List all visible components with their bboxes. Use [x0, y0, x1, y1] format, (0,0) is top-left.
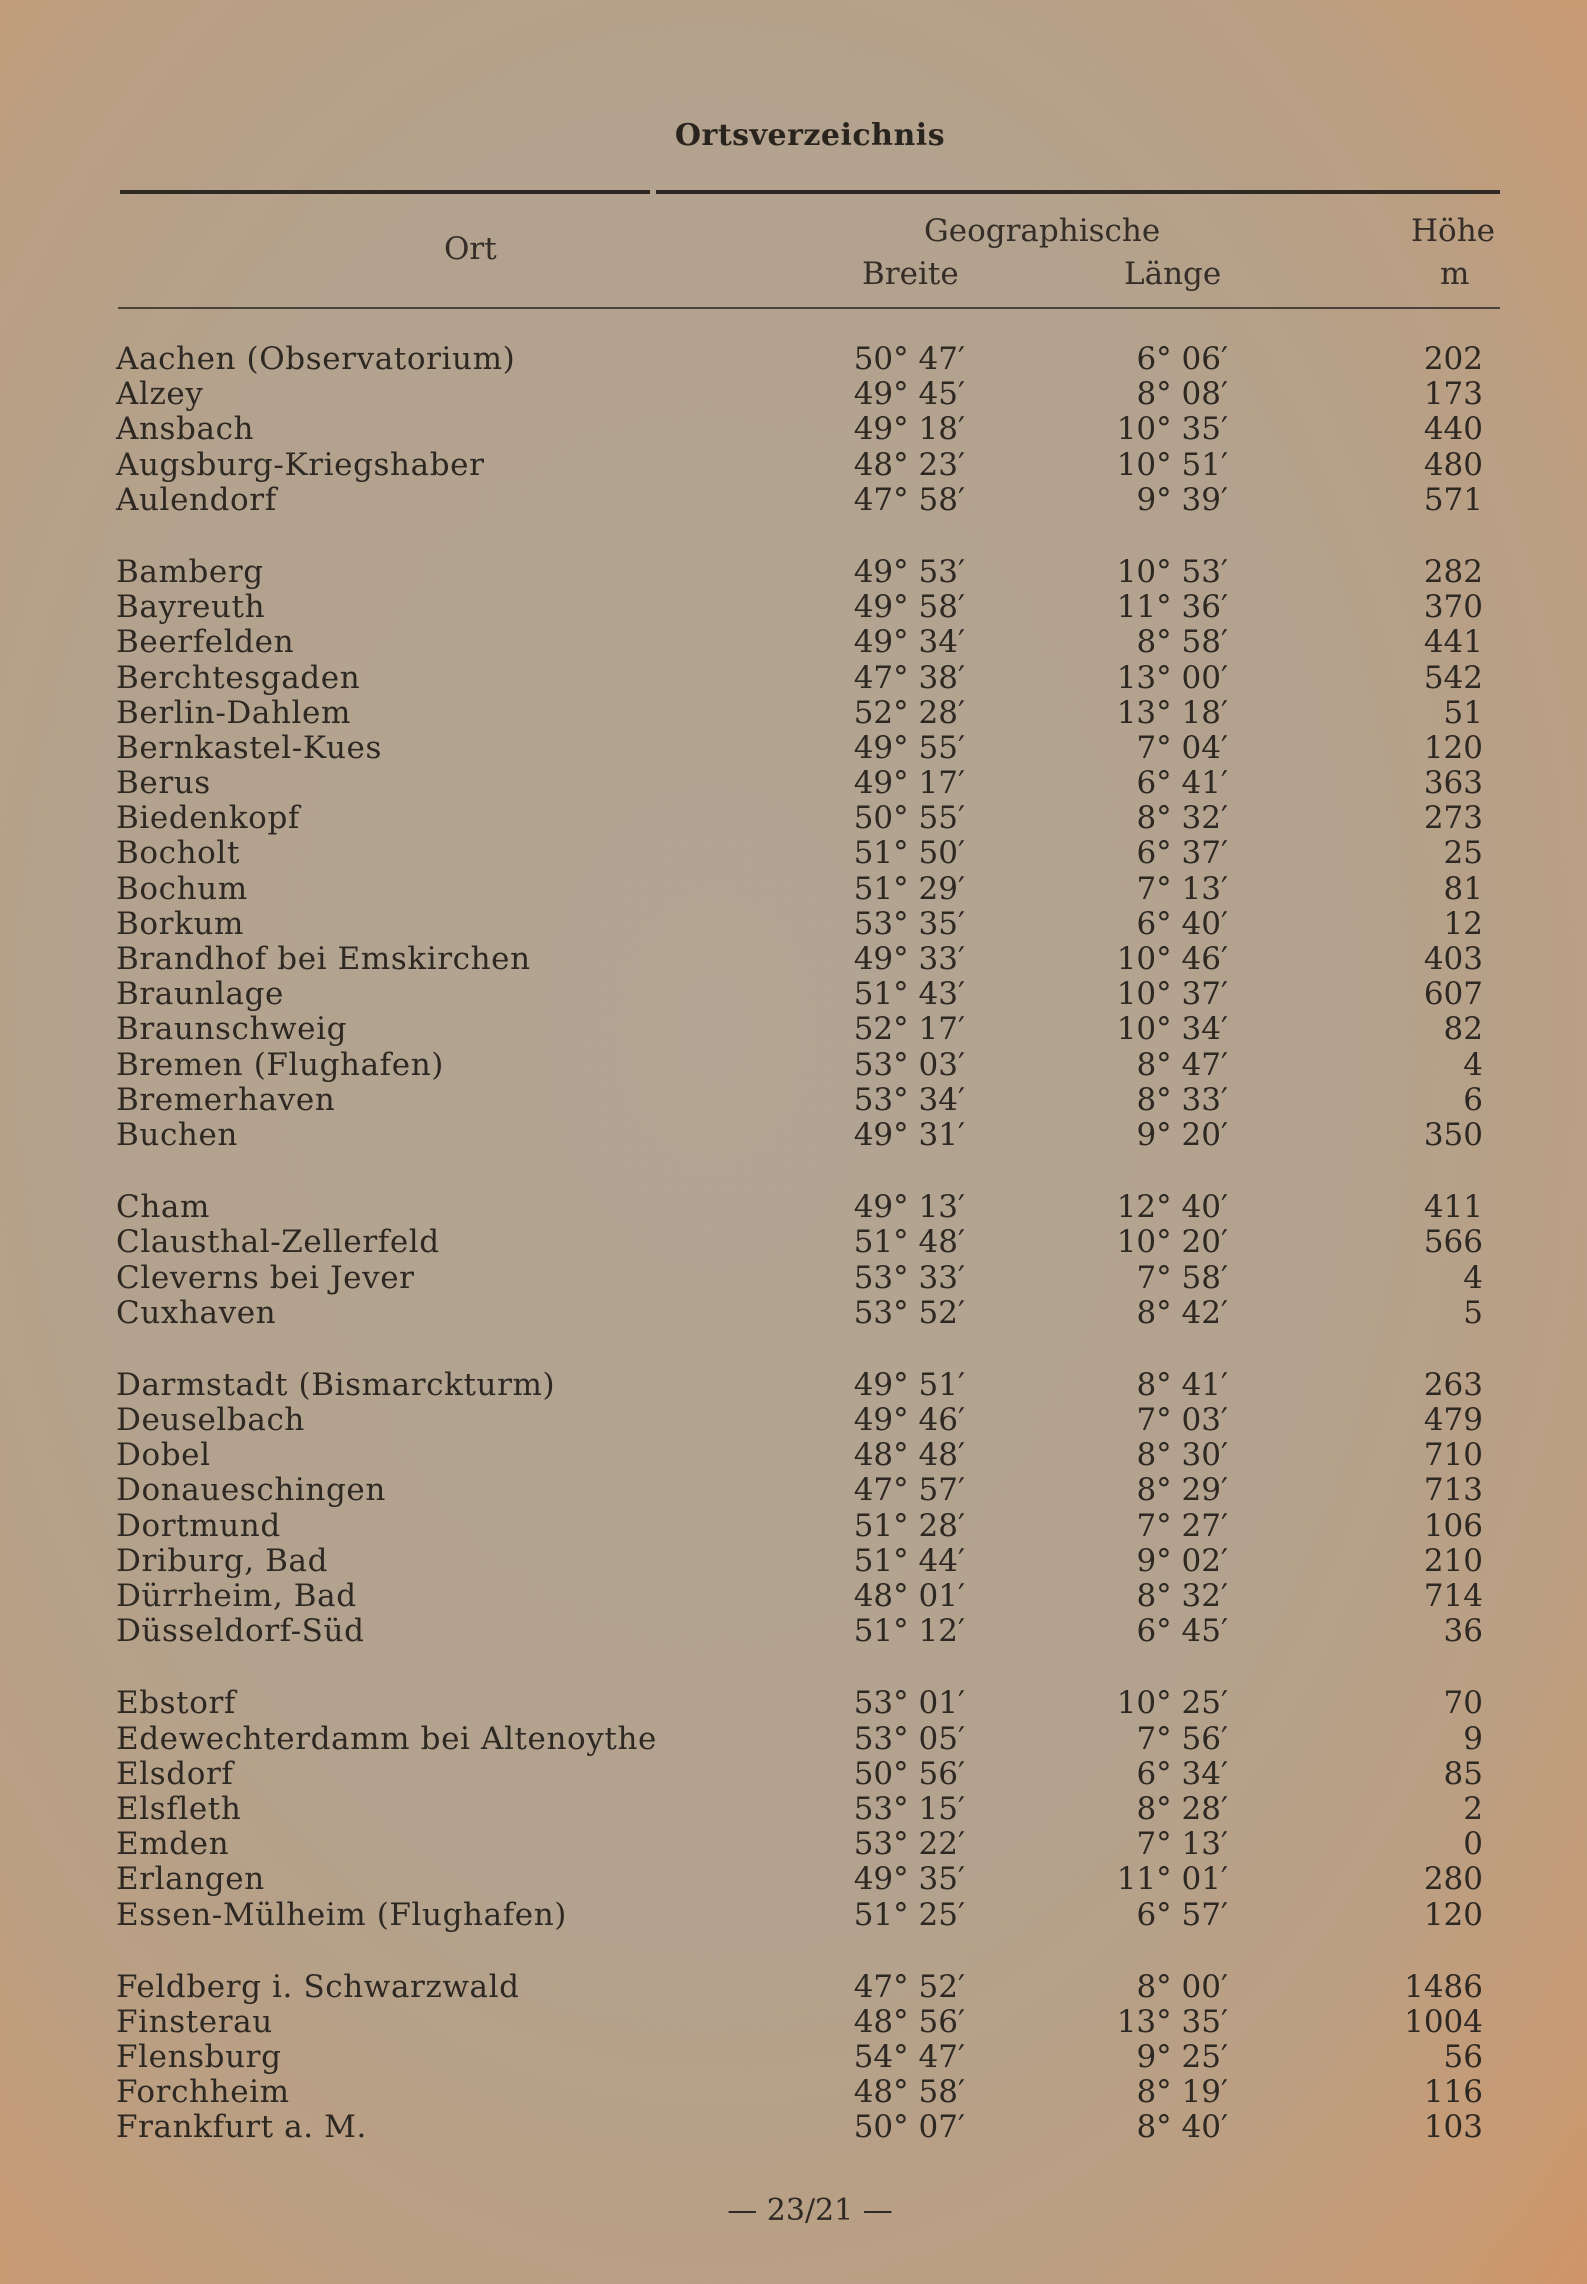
table-row — [0, 801, 1587, 836]
cell-laenge: 8° 30′ — [1136, 1437, 1228, 1474]
cell-laenge: 8° 42′ — [1136, 1294, 1228, 1331]
cell-ort: Bremerhaven — [116, 1081, 336, 1118]
cell-breite: 53° 15′ — [853, 1790, 965, 1827]
cell-hoehe: 82 — [1443, 1011, 1483, 1048]
table-row — [0, 2075, 1587, 2110]
cell-breite: 49° 53′ — [853, 553, 965, 590]
cell-breite: 53° 22′ — [853, 1826, 965, 1863]
cell-ort: Beerfelden — [116, 624, 295, 661]
cell-breite: 51° 29′ — [853, 870, 965, 907]
cell-hoehe: 56 — [1443, 2039, 1483, 2076]
cell-laenge: 7° 13′ — [1136, 870, 1228, 907]
cell-breite: 48° 58′ — [853, 2074, 965, 2111]
cell-ort: Berchtesgaden — [116, 659, 361, 696]
cell-laenge: 10° 37′ — [1116, 976, 1228, 1013]
cell-laenge: 9° 02′ — [1136, 1542, 1228, 1579]
cell-hoehe: 25 — [1443, 835, 1483, 872]
cell-laenge: 13° 18′ — [1116, 694, 1228, 731]
cell-hoehe: 2 — [1463, 1790, 1483, 1827]
cell-hoehe: 106 — [1423, 1507, 1483, 1544]
cell-hoehe: 403 — [1423, 941, 1483, 977]
cell-breite: 53° 05′ — [853, 1720, 965, 1757]
cell-hoehe: 479 — [1423, 1402, 1483, 1439]
cell-hoehe: 441 — [1423, 624, 1483, 661]
cell-breite: 49° 35′ — [853, 1861, 965, 1898]
cell-breite: 53° 33′ — [853, 1259, 965, 1296]
table-row — [0, 1862, 1587, 1897]
cell-laenge: 12° 40′ — [1116, 1189, 1228, 1226]
cell-laenge: 10° 53′ — [1116, 553, 1228, 590]
cell-ort: Edewechterdamm bei Altenoythe — [116, 1720, 657, 1757]
table-row — [0, 731, 1587, 766]
cell-laenge: 10° 46′ — [1116, 941, 1228, 977]
cell-breite: 53° 52′ — [853, 1294, 965, 1331]
cell-ort: Frankfurt a. M. — [116, 2109, 367, 2146]
cell-ort: Cleverns bei Jever — [116, 1259, 415, 1296]
cell-ort: Biedenkopf — [116, 800, 300, 837]
cell-ort: Borkum — [116, 905, 245, 942]
cell-ort: Feldberg i. Schwarzwald — [116, 1968, 520, 2005]
cell-breite: 53° 01′ — [853, 1685, 965, 1722]
cell-laenge: 11° 01′ — [1116, 1861, 1228, 1898]
cell-ort: Finsterau — [116, 2003, 273, 2040]
cell-hoehe: 85 — [1443, 1755, 1483, 1792]
cell-ort: Augsburg-Kriegshaber — [116, 446, 485, 483]
cell-ort: Darmstadt (Bismarckturm) — [116, 1366, 556, 1403]
cell-hoehe: 411 — [1423, 1189, 1483, 1226]
cell-hoehe: 1486 — [1404, 1968, 1483, 2005]
cell-hoehe: 566 — [1423, 1224, 1483, 1261]
cell-hoehe: 5 — [1463, 1294, 1483, 1331]
table-row — [0, 1473, 1587, 1508]
cell-ort: Erlangen — [116, 1861, 265, 1898]
cell-ort: Bayreuth — [116, 589, 266, 626]
table-row — [0, 1261, 1587, 1296]
table-row — [0, 1792, 1587, 1827]
cell-breite: 51° 28′ — [853, 1507, 965, 1544]
cell-hoehe: 9 — [1463, 1720, 1483, 1757]
cell-laenge: 6° 40′ — [1136, 905, 1228, 942]
cell-breite: 48° 48′ — [853, 1437, 965, 1474]
table-row — [0, 1296, 1587, 1331]
cell-hoehe: 607 — [1423, 976, 1483, 1013]
cell-hoehe: 480 — [1423, 446, 1483, 483]
cell-ort: Forchheim — [116, 2074, 290, 2111]
cell-laenge: 7° 27′ — [1136, 1507, 1228, 1544]
cell-breite: 49° 13′ — [853, 1189, 965, 1226]
cell-laenge: 10° 20′ — [1116, 1224, 1228, 1261]
cell-ort: Berlin-Dahlem — [116, 694, 351, 731]
cell-ort: Essen-Mülheim (Flughafen) — [116, 1896, 567, 1933]
cell-laenge: 8° 32′ — [1136, 800, 1228, 837]
cell-breite: 54° 47′ — [853, 2039, 965, 2076]
cell-breite: 47° 58′ — [853, 481, 965, 518]
cell-laenge: 9° 20′ — [1136, 1116, 1228, 1153]
cell-breite: 49° 17′ — [853, 765, 965, 802]
place-table — [0, 342, 1587, 2146]
cell-ort: Cuxhaven — [116, 1294, 277, 1331]
table-row — [0, 1438, 1587, 1473]
cell-breite: 51° 50′ — [853, 835, 965, 872]
cell-breite: 52° 17′ — [853, 1011, 965, 1048]
cell-ort: Braunlage — [116, 976, 284, 1013]
cell-ort: Bochum — [116, 870, 248, 907]
cell-laenge: 10° 51′ — [1116, 446, 1228, 483]
cell-laenge: 7° 58′ — [1136, 1259, 1228, 1296]
table-row — [0, 590, 1587, 625]
cell-ort: Elsdorf — [116, 1755, 234, 1792]
cell-hoehe: 81 — [1443, 870, 1483, 907]
cell-breite: 51° 48′ — [853, 1224, 965, 1261]
table-row — [0, 977, 1587, 1012]
table-row — [0, 1509, 1587, 1544]
cell-breite: 53° 34′ — [853, 1081, 965, 1118]
table-row — [0, 872, 1587, 907]
cell-breite: 49° 34′ — [853, 624, 965, 661]
cell-laenge: 7° 56′ — [1136, 1720, 1228, 1757]
table-row — [0, 1083, 1587, 1118]
cell-hoehe: 120 — [1423, 729, 1483, 766]
table-row — [0, 661, 1587, 696]
cell-laenge: 10° 25′ — [1116, 1685, 1228, 1722]
cell-breite: 48° 56′ — [853, 2003, 965, 2040]
column-header-breite: Breite — [862, 256, 959, 292]
cell-laenge: 8° 41′ — [1136, 1366, 1228, 1403]
table-row — [0, 1686, 1587, 1721]
cell-hoehe: 273 — [1423, 800, 1483, 837]
cell-ort: Düsseldorf-Süd — [116, 1613, 365, 1650]
cell-ort: Flensburg — [116, 2039, 282, 2076]
cell-laenge: 7° 03′ — [1136, 1402, 1228, 1439]
cell-hoehe: 370 — [1423, 589, 1483, 626]
cell-hoehe: 116 — [1423, 2074, 1483, 2111]
table-row — [0, 1614, 1587, 1649]
table-row — [0, 412, 1587, 447]
cell-laenge: 6° 37′ — [1136, 835, 1228, 872]
cell-laenge: 7° 13′ — [1136, 1826, 1228, 1863]
column-header-hoehe: Höhe — [1411, 213, 1496, 249]
cell-laenge: 6° 06′ — [1136, 341, 1228, 377]
table-row — [0, 1190, 1587, 1225]
cell-hoehe: 4 — [1463, 1259, 1483, 1296]
cell-breite: 53° 03′ — [853, 1046, 965, 1083]
table-row — [0, 377, 1587, 412]
cell-laenge: 9° 39′ — [1136, 481, 1228, 518]
cell-hoehe: 440 — [1423, 411, 1483, 448]
cell-breite: 49° 33′ — [853, 941, 965, 977]
cell-hoehe: 103 — [1423, 2109, 1483, 2146]
cell-ort: Cham — [116, 1189, 210, 1226]
cell-ort: Driburg, Bad — [116, 1542, 329, 1579]
cell-hoehe: 542 — [1423, 659, 1483, 696]
cell-laenge: 13° 00′ — [1116, 659, 1228, 696]
cell-hoehe: 1004 — [1404, 2003, 1483, 2040]
table-row — [0, 625, 1587, 660]
cell-laenge: 13° 35′ — [1116, 2003, 1228, 2040]
cell-laenge: 8° 58′ — [1136, 624, 1228, 661]
cell-laenge: 10° 35′ — [1116, 411, 1228, 448]
cell-hoehe: 280 — [1423, 1861, 1483, 1898]
cell-ort: Elsfleth — [116, 1790, 242, 1827]
cell-ort: Clausthal-Zellerfeld — [116, 1224, 440, 1261]
cell-ort: Dobel — [116, 1437, 211, 1474]
cell-hoehe: 263 — [1423, 1366, 1483, 1403]
cell-hoehe: 713 — [1423, 1472, 1483, 1509]
cell-hoehe: 710 — [1423, 1437, 1483, 1474]
cell-ort: Braunschweig — [116, 1011, 348, 1048]
cell-hoehe: 51 — [1443, 694, 1483, 731]
cell-breite: 48° 01′ — [853, 1578, 965, 1614]
cell-laenge: 8° 00′ — [1136, 1968, 1228, 2005]
table-row — [0, 483, 1587, 518]
table-row — [0, 2110, 1587, 2145]
cell-ort: Berus — [116, 765, 211, 802]
cell-breite: 49° 46′ — [853, 1402, 965, 1439]
table-row — [0, 942, 1587, 977]
cell-laenge: 8° 28′ — [1136, 1790, 1228, 1827]
table-row — [0, 1970, 1587, 2005]
cell-ort: Dürrheim, Bad — [116, 1578, 357, 1614]
cell-breite: 50° 07′ — [853, 2109, 965, 2146]
cell-hoehe: 173 — [1423, 376, 1483, 413]
cell-breite: 51° 43′ — [853, 976, 965, 1013]
cell-breite: 52° 28′ — [853, 694, 965, 731]
table-row — [0, 907, 1587, 942]
page-number: — 23/21 — — [727, 2193, 893, 2228]
cell-ort: Donaueschingen — [116, 1472, 386, 1509]
cell-hoehe: 282 — [1423, 553, 1483, 590]
cell-hoehe: 0 — [1463, 1826, 1483, 1863]
cell-ort: Bamberg — [116, 553, 264, 590]
column-header-hoehe-unit: m — [1440, 256, 1470, 292]
table-row — [0, 1403, 1587, 1438]
cell-ort: Alzey — [116, 376, 204, 413]
table-row — [0, 1757, 1587, 1792]
column-header-geographische: Geographische — [924, 213, 1161, 249]
table-row — [0, 555, 1587, 590]
table-row — [0, 836, 1587, 871]
cell-breite: 48° 23′ — [853, 446, 965, 483]
cell-breite: 49° 45′ — [853, 376, 965, 413]
column-header-laenge: Länge — [1124, 256, 1222, 292]
top-rule-left — [120, 190, 650, 194]
cell-ort: Deuselbach — [116, 1402, 305, 1439]
cell-breite: 50° 55′ — [853, 800, 965, 837]
column-header-ort: Ort — [444, 231, 497, 267]
cell-laenge: 8° 32′ — [1136, 1578, 1228, 1614]
table-row — [0, 1544, 1587, 1579]
table-row — [0, 1048, 1587, 1083]
cell-breite: 49° 31′ — [853, 1116, 965, 1153]
table-row — [0, 1118, 1587, 1153]
cell-laenge: 8° 08′ — [1136, 376, 1228, 413]
cell-laenge: 10° 34′ — [1116, 1011, 1228, 1048]
cell-ort: Ansbach — [116, 411, 255, 448]
cell-hoehe: 363 — [1423, 765, 1483, 802]
cell-hoehe: 12 — [1443, 905, 1483, 942]
cell-laenge: 8° 19′ — [1136, 2074, 1228, 2111]
cell-hoehe: 120 — [1423, 1896, 1483, 1933]
table-row — [0, 1012, 1587, 1047]
cell-hoehe: 36 — [1443, 1613, 1483, 1650]
page-title: Ortsverzeichnis — [674, 118, 946, 153]
cell-ort: Bremen (Flughafen) — [116, 1046, 444, 1083]
cell-breite: 49° 18′ — [853, 411, 965, 448]
cell-hoehe: 202 — [1423, 341, 1483, 377]
cell-ort: Emden — [116, 1826, 230, 1863]
cell-breite: 51° 44′ — [853, 1542, 965, 1579]
cell-laenge: 6° 34′ — [1136, 1755, 1228, 1792]
cell-ort: Brandhof bei Emskirchen — [116, 941, 531, 977]
cell-hoehe: 571 — [1423, 481, 1483, 518]
cell-laenge: 6° 45′ — [1136, 1613, 1228, 1650]
cell-breite: 50° 47′ — [853, 341, 965, 377]
table-row — [0, 696, 1587, 731]
cell-ort: Ebstorf — [116, 1685, 236, 1722]
cell-breite: 53° 35′ — [853, 905, 965, 942]
cell-breite: 49° 55′ — [853, 729, 965, 766]
cell-breite: 47° 38′ — [853, 659, 965, 696]
table-row — [0, 448, 1587, 483]
cell-ort: Buchen — [116, 1116, 238, 1153]
cell-laenge: 9° 25′ — [1136, 2039, 1228, 2076]
cell-laenge: 8° 29′ — [1136, 1472, 1228, 1509]
cell-hoehe: 350 — [1423, 1116, 1483, 1153]
cell-hoehe: 714 — [1423, 1578, 1483, 1614]
cell-breite: 49° 51′ — [853, 1366, 965, 1403]
table-row — [0, 1827, 1587, 1862]
table-row — [0, 2040, 1587, 2075]
table-row — [0, 342, 1587, 377]
cell-hoehe: 210 — [1423, 1542, 1483, 1579]
cell-laenge: 6° 41′ — [1136, 765, 1228, 802]
cell-laenge: 8° 47′ — [1136, 1046, 1228, 1083]
cell-hoehe: 4 — [1463, 1046, 1483, 1083]
table-row — [0, 1368, 1587, 1403]
cell-ort: Aulendorf — [116, 481, 277, 518]
cell-laenge: 6° 57′ — [1136, 1896, 1228, 1933]
cell-laenge: 7° 04′ — [1136, 729, 1228, 766]
table-row — [0, 766, 1587, 801]
cell-breite: 47° 52′ — [853, 1968, 965, 2005]
table-row — [0, 1898, 1587, 1933]
cell-breite: 50° 56′ — [853, 1755, 965, 1792]
cell-ort: Dortmund — [116, 1507, 281, 1544]
cell-laenge: 8° 33′ — [1136, 1081, 1228, 1118]
cell-breite: 49° 58′ — [853, 589, 965, 626]
cell-laenge: 8° 40′ — [1136, 2109, 1228, 2146]
cell-laenge: 11° 36′ — [1116, 589, 1228, 626]
cell-ort: Bocholt — [116, 835, 241, 872]
table-row — [0, 1225, 1587, 1260]
table-row — [0, 1722, 1587, 1757]
cell-breite: 51° 25′ — [853, 1896, 965, 1933]
cell-ort: Aachen (Observatorium) — [116, 341, 516, 377]
cell-hoehe: 6 — [1463, 1081, 1483, 1118]
cell-breite: 47° 57′ — [853, 1472, 965, 1509]
cell-breite: 51° 12′ — [853, 1613, 965, 1650]
header-rule — [118, 307, 1500, 309]
cell-ort: Bernkastel-Kues — [116, 729, 382, 766]
top-rule-right — [656, 190, 1500, 194]
table-row — [0, 1579, 1587, 1614]
table-row — [0, 2005, 1587, 2040]
cell-hoehe: 70 — [1443, 1685, 1483, 1722]
